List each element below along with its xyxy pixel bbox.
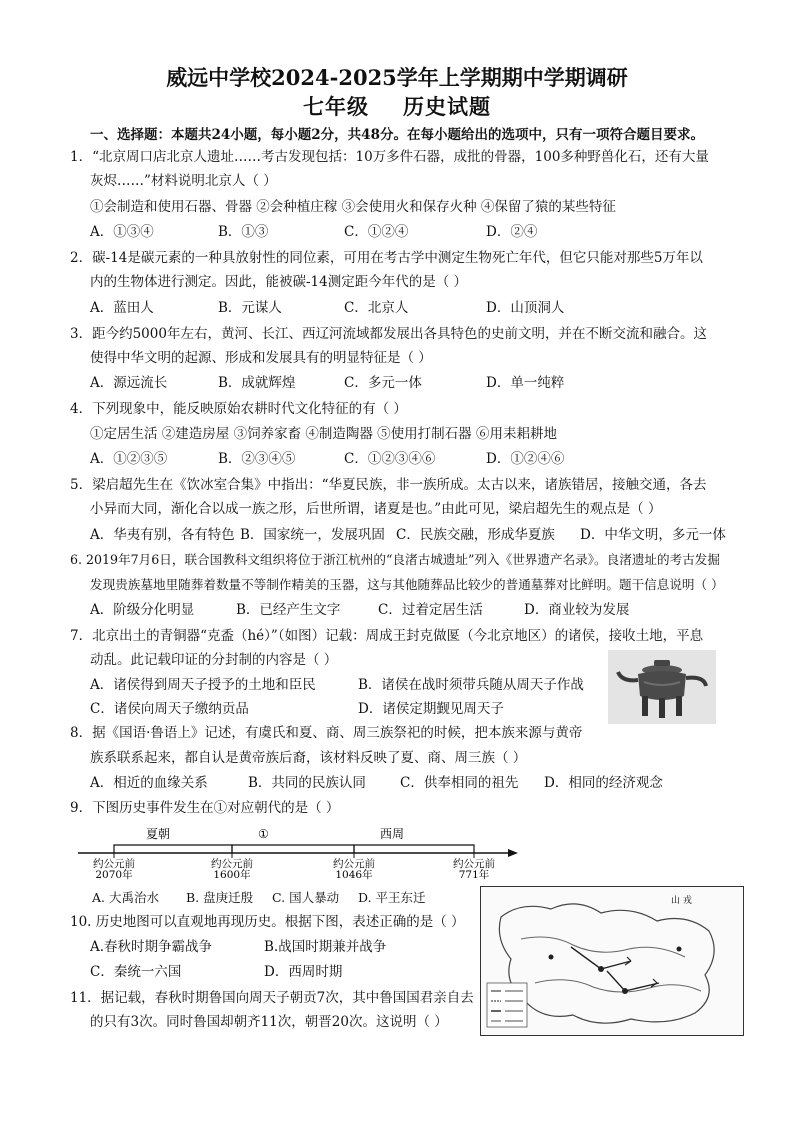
q2-line1: 2．碳-14是碳元素的一种具放射性的同位素，可用在考古学中测定生物死亡年代，但它只能对那些5万年以 (70, 250, 703, 266)
q8-option-c: C．供奉相同的祖先 (400, 775, 519, 791)
q7-option-d: D．诸侯定期觐见周天子 (358, 701, 504, 717)
q10-option-a: A.春秋时期争霸战争 (90, 939, 213, 955)
timeline-date1-line2: 2070年 (95, 869, 133, 880)
q7-option-a: A．诸侯得到周天子授予的土地和臣民 (90, 677, 316, 693)
timeline-label-xia: 夏朝 (146, 827, 171, 841)
q10-option-c: C．秦统一六国 (90, 964, 182, 980)
section-heading: 一、选择题：本题共24小题，每小题2分，共48分。在每小题给出的选项中，只有一项符合题目要求。 (90, 127, 704, 143)
timeline-date3-line2: 1046年 (335, 869, 373, 880)
q4-line2: ①定居生活 ②建造房屋 ③饲养家畜 ④制造陶器 ⑤使用打制石器 ⑥用耒耜耕地 (90, 426, 557, 442)
q8-option-d: D．相同的经济观念 (544, 775, 663, 791)
q8-line1: 8．据《国语·鲁语上》记述，有虞氏和夏、商、周三族祭祀的时候，把本族来源与黄帝 (70, 725, 583, 741)
q4-option-c: C．①②③④⑥ (344, 451, 436, 467)
q10-option-d: D．西周时期 (264, 964, 343, 980)
q5-option-a: A．华夷有别，各有特色 (90, 527, 235, 543)
q6-line2: 发现贵族墓地里随葬着数量不等制作精美的玉器，这与其他随葬品比较少的普通墓葬对比鲜明。题干信息说明（ ） (90, 577, 724, 592)
q8-line2: 族系联系起来，都自认是黄帝族后裔，该材料反映了夏、商、周三族（ ） (90, 750, 527, 766)
q1-option-a: A．①③④ (90, 224, 154, 240)
q7-option-c: C．诸侯向周天子缴纳贡品 (90, 701, 249, 717)
q11-line2: 的只有3次。同时鲁国却朝齐11次，朝晋20次。这说明（ ） (90, 1014, 448, 1030)
q1-line1: 1．“北京周口店北京人遗址……考古发现包括：10万多件石器，成批的骨器，100多种野兽化石，还有大量 (70, 149, 709, 165)
grade-label: 七年级 (303, 94, 369, 119)
timeline-date4-line2: 771年 (458, 869, 490, 880)
q9-option-c: C. 国人暴动 (272, 890, 340, 905)
q6-line1: 6. 2019年7月6日，联合国教科文组织将位于浙江杭州的“良渚古城遗址”列入《世界遗产名录》。良渚遗址的考古发掘 (70, 552, 720, 567)
timeline-date2-line2: 1600年 (213, 869, 251, 880)
q2-option-c: C．北京人 (344, 300, 409, 316)
q3-option-a: A．源远流长 (90, 375, 168, 391)
q5-option-b: B．国家统一，发展巩固 (240, 527, 385, 543)
q2-line2: 内的生物体进行测定。因此，能被碳-14测定距今年代的是（ ） (90, 274, 468, 290)
q2-option-a: A．蓝田人 (90, 300, 154, 316)
q2-option-b: B．元谋人 (218, 300, 282, 316)
q1-option-b: B．①③ (218, 224, 269, 240)
q6-option-b: B．已经产生文字 (236, 602, 341, 618)
q4-option-a: A．①②③⑤ (90, 451, 168, 467)
dynasty-timeline (72, 820, 518, 880)
bronze-vessel-image (608, 650, 716, 724)
q3-line2: 使得中华文明的起源、形成和发展具有的明显特征是（ ） (90, 350, 432, 366)
q5-line1: 5．梁启超先生在《饮冰室合集》中指出：“华夏民族，非一族所成。太古以来，诸族错居，接触交通，各去 (70, 477, 707, 493)
exam-title: 威远中学校2024-2025学年上学期期中学期调研 (166, 65, 628, 90)
q4-line1: 4．下列现象中，能反映原始农耕时代文化特征的有（ ） (70, 401, 407, 417)
q6-option-d: D．商业较为发展 (524, 602, 630, 618)
q8-option-b: B．共同的民族认同 (248, 775, 366, 791)
q1-line3: ①会制造和使用石器、骨器 ②会种植庄稼 ③会使用火和保存火种 ④保留了猿的某些特征 (90, 199, 616, 215)
q5-line2: 小异而大同，渐化合以成一族之形，后世所谓，诸夏是也。”由此可见，梁启超先生的观点是（ ） (90, 501, 662, 517)
timeline-label-xizhou: 西周 (380, 827, 405, 841)
timeline-date4-line1: 约公元前 (453, 858, 495, 870)
q9-line1: 9．下图历史事件发生在①对应朝代的是（ ） (70, 800, 340, 816)
map-label-shanrong: 山 戎 (671, 896, 692, 906)
timeline-date2-line1: 约公元前 (211, 858, 253, 870)
q9-option-d: D. 平王东迁 (358, 890, 426, 905)
timeline-date3-line1: 约公元前 (333, 858, 375, 870)
historical-map-image (480, 886, 744, 1036)
q10-line1: 10. 历史地图可以直观地再现历史。根据下图，表述正确的是（ ） (70, 914, 465, 930)
timeline-label-1: ① (258, 827, 269, 841)
exam-subtitle (0, 91, 794, 121)
timeline-date1-line1: 约公元前 (93, 858, 135, 870)
q9-option-b: B. 盘庚迁殷 (186, 890, 254, 905)
q5-option-c: C．民族交融，形成华夏族 (396, 527, 555, 543)
q10-option-b: B.战国时期兼并战争 (264, 939, 387, 955)
q7-option-b: B．诸侯在战时须带兵随从周天子作战 (358, 677, 584, 693)
q3-option-c: C．多元一体 (344, 375, 422, 391)
q1-option-c: C．①②④ (344, 224, 409, 240)
q3-option-b: B．成就辉煌 (218, 375, 296, 391)
q4-option-b: B．②③④⑤ (218, 451, 296, 467)
q7-line1: 7．北京出土的青铜器“克盉（hé）”（如图）记载：周成王封克做匽（今北京地区）的诸侯，接收土地，平息 (70, 628, 704, 644)
q4-option-d: D．①②④⑥ (486, 451, 565, 467)
q7-line2: 动乱。此记载印证的分封制的内容是（ ） (90, 652, 338, 668)
q6-option-a: A．阶级分化明显 (90, 602, 195, 618)
q1-option-d: D．②④ (486, 224, 538, 240)
q2-option-d: D．山顶洞人 (486, 300, 565, 316)
q3-line1: 3．距今约5000年左右，黄河、长江、西辽河流域都发展出各具特色的史前文明，并在不断交流和融合。这 (70, 326, 707, 342)
q9-option-a: A. 大禹治水 (92, 890, 159, 905)
q5-option-d: D．中华文明，多元一体 (580, 527, 726, 543)
subject-label: 历史试题 (403, 94, 491, 119)
q6-option-c: C．过着定居生活 (378, 602, 483, 618)
q11-line1: 11．据记载，春秋时期鲁国向周天子朝贡7次，其中鲁国国君亲自去 (70, 990, 474, 1006)
q3-option-d: D．单一纯粹 (486, 375, 565, 391)
q8-option-a: A．相近的血缘关系 (90, 775, 208, 791)
q1-line2: 灰烬……”材料说明北京人（ ） (90, 173, 277, 189)
